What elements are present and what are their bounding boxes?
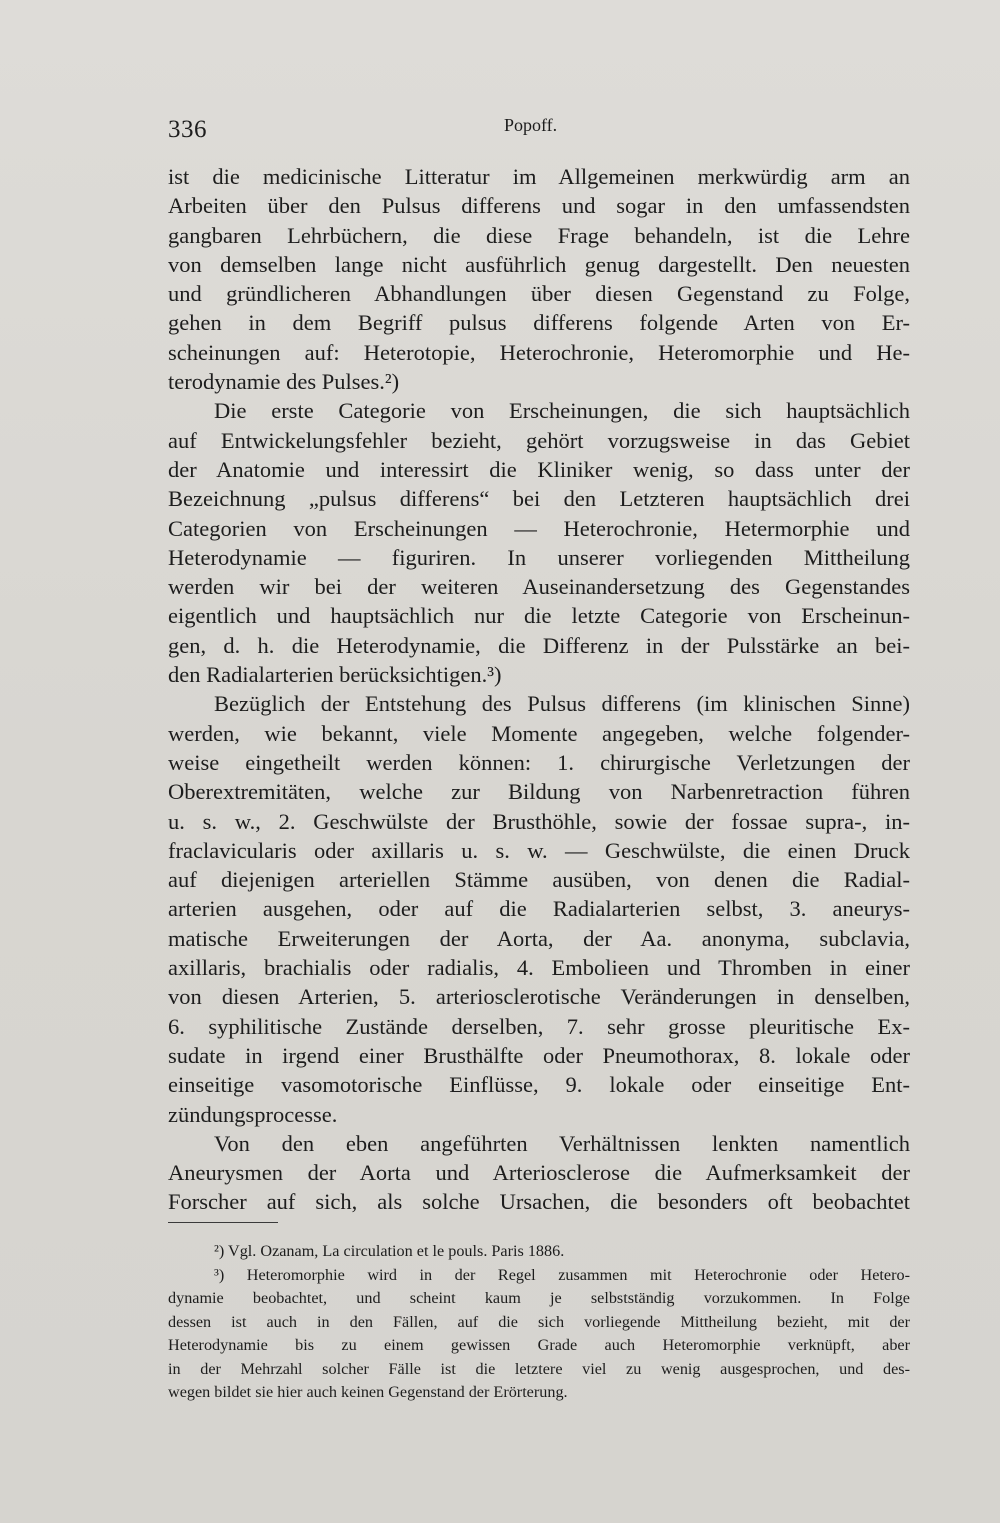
text-line: scheinungen auf: Heterotopie, Heterochronie, Heteromorphie und He-: [168, 339, 910, 365]
text-line: Bezeichnung „pulsus differens“ bei den Letzteren hauptsächlich drei: [168, 486, 910, 512]
text-line: Die erste Categorie von Erscheinungen, die sich hauptsächlich: [214, 398, 910, 424]
text-line: ist die medicinische Litteratur im Allgemeinen merkwürdig arm an: [168, 164, 910, 189]
text-line: auf diejenigen arteriellen Stämme ausüben, von denen die Radial-: [168, 867, 910, 893]
text-line: gangbaren Lehrbüchern, die diese Frage behandeln, ist die Lehre: [168, 222, 910, 248]
text-line: Bezüglich der Entstehung des Pulsus differens (im klinischen Sinne): [214, 691, 910, 717]
body-text: [168, 162, 910, 1217]
footnote-line: ³) Heteromorphie wird in der Regel zusammen mit Heterochronie oder Hetero-: [214, 1265, 910, 1284]
text-line: Von den eben angeführten Verhältnissen lenkten namentlich: [214, 1130, 910, 1156]
text-line: werden wir bei der weiteren Auseinandersetzung des Gegenstandes: [168, 574, 910, 600]
text-line: sudate in irgend einer Brusthälfte oder Pneumothorax, 8. lokale oder: [168, 1042, 910, 1068]
text-line: Heterodynamie — figuriren. In unserer vorliegenden Mittheilung: [168, 544, 910, 570]
text-line: von demselben lange nicht ausführlich genug dargestellt. Den neuesten: [168, 251, 910, 277]
running-head: Popoff.: [504, 115, 558, 135]
page-number: 336: [168, 116, 207, 143]
footnote-line: ²) Vgl. Ozanam, La circulation et le pouls. Paris 1886.: [214, 1242, 565, 1260]
text-line: axillaris, brachialis oder radialis, 4. Embolieen und Thromben in einer: [168, 955, 910, 981]
text-line: 6. syphilitische Zustände derselben, 7. sehr grosse pleuritische Ex-: [168, 1013, 910, 1039]
text-line: auf Entwickelungsfehler bezieht, gehört vorzugsweise in das Gebiet: [168, 427, 910, 453]
footnote-line: dynamie beobachtet, und scheint kaum je selbstständig vorzukommen. In Folge: [168, 1289, 910, 1307]
text-line: matische Erweiterungen der Aorta, der Aa. anonyma, subclavia,: [168, 925, 910, 951]
text-line: eigentlich und hauptsächlich nur die letzte Categorie von Erscheinun-: [168, 603, 910, 629]
text-line: terodynamie des Pulses.²): [168, 369, 400, 395]
page-header: [168, 112, 910, 148]
text-line: u. s. w., 2. Geschwülste der Brusthöhle, sowie der fossae supra-, in-: [168, 808, 910, 834]
text-line: einseitige vasomotorische Einflüsse, 9. lokale oder einseitige Ent-: [168, 1072, 910, 1098]
text-line: fraclavicularis oder axillaris u. s. w. — Geschwülste, die einen Druck: [168, 837, 910, 863]
text-line: arterien ausgehen, oder auf die Radialarterien selbst, 3. aneurys-: [168, 896, 910, 922]
footnote-divider: [168, 1222, 278, 1223]
text-line: Arbeiten über den Pulsus differens und sogar in den umfassendsten: [168, 193, 910, 219]
text-line: Forscher auf sich, als solche Ursachen, die besonders oft beobachtet: [168, 1189, 910, 1215]
text-line: Categorien von Erscheinungen — Heterochronie, Hetermorphie und: [168, 515, 910, 541]
text-line: zündungsprocesse.: [168, 1101, 338, 1127]
text-line: Aneurysmen der Aorta und Arteriosclerose die Aufmerksamkeit der: [168, 1160, 910, 1186]
footnote-line: dessen ist auch in den Fällen, auf die sich vorliegende Mittheilung bezieht, mit der: [168, 1312, 910, 1331]
text-line: werden, wie bekannt, viele Momente angegeben, welche folgender-: [168, 720, 910, 746]
footnote-line: Heterodynamie bis zu einem gewissen Grade auch Heteromorphie verknüpft, aber: [168, 1336, 910, 1354]
text-line: gen, d. h. die Heterodynamie, die Differenz in der Pulsstärke an bei-: [168, 632, 910, 658]
text-line: den Radialarterien berücksichtigen.³): [168, 662, 502, 688]
text-line: und gründlicheren Abhandlungen über diesen Gegenstand zu Folge,: [168, 281, 910, 307]
text-line: Oberextremitäten, welche zur Bildung von Narbenretraction führen: [168, 779, 910, 805]
text-line: der Anatomie und interessirt die Kliniker wenig, so dass unter der: [168, 456, 910, 482]
text-line: von diesen Arterien, 5. arteriosclerotische Veränderungen in denselben,: [168, 984, 910, 1010]
text-line: gehen in dem Begriff pulsus differens folgende Arten von Er-: [168, 310, 910, 336]
footnote-line: in der Mehrzahl solcher Fälle ist die letztere viel zu wenig ausgesprochen, und des-: [168, 1359, 910, 1378]
footnote-line: wegen bildet sie hier auch keinen Gegenstand der Erörterung.: [168, 1383, 568, 1401]
footnotes: [168, 1240, 910, 1405]
text-line: weise eingetheilt werden können: 1. chirurgische Verletzungen der: [168, 749, 910, 775]
